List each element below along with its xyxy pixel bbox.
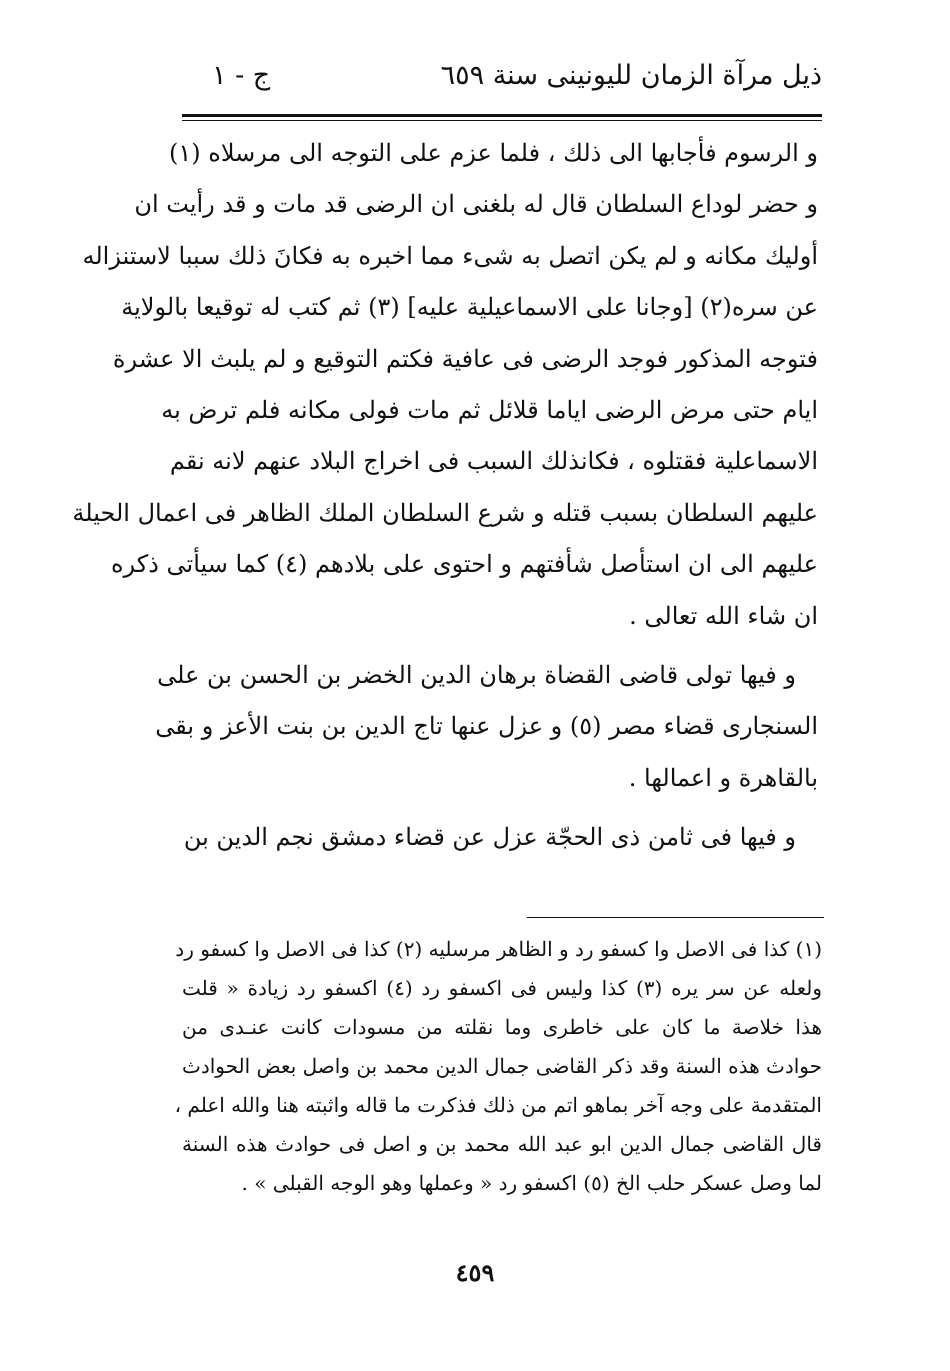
text-line: و فيها فى ثامن ذى الحجّة عزل عن قضاء دمشق نجم الدين بن <box>183 823 796 852</box>
footnote-line: قال القاضى جمال الدين ابو عبد الله محمد بن و اصل فى حوادث هذه السنة <box>182 1132 822 1156</box>
footnote-line: المتقدمة على وجه آخر بماهو اتم من ذلك فذكرت ما قاله واثبته هنا والله اعلم ، <box>174 1093 822 1117</box>
text-line: عن سره(٢) [وجانا على الاسماعيلية عليه] (٣) ثم كتب له توقيعا بالولاية <box>121 293 818 322</box>
header-rule-thin <box>182 120 822 121</box>
text-line: عليهم السلطان بسبب قتله و شرع السلطان الملك الظاهر فى اعمال الحيلة <box>72 498 818 527</box>
volume-reference: ج - ١ <box>212 60 271 91</box>
text-line: ان شاء الله تعالى . <box>629 601 818 630</box>
header-rule-thick <box>182 114 822 117</box>
text-line: ايام حتى مرض الرضى اياما قلائل ثم مات فولى مكانه فلم ترض به <box>161 395 818 424</box>
text-line: أوليك مكانه و لم يكن اتصل به شىء مما اخبره به فكانَ ذلك سببا لاستنزاله <box>82 241 818 270</box>
text-line: و فيها تولى قاضى القضاة برهان الدين الخضر بن الحسن بن على <box>157 660 796 689</box>
footnote-line: ولعله عن سر يره (٣) كذا وليس فى اكسفو رد (٤) اكسفو رد زيادة « قلت <box>182 976 822 1000</box>
footnote-line: هذا خلاصة ما كان على خاطرى وما نقلته من مسودات كانت عنـدى من <box>182 1015 822 1039</box>
running-title: ذيل مرآة الزمان لليونينى سنة ٦٥٩ <box>440 60 822 91</box>
page-header <box>182 58 822 106</box>
footnote-line: (١) كذا فى الاصل وا كسفو رد و الظاهر مرسليه (٢) كذا فى الاصل وا كسفو رد <box>175 937 822 961</box>
footnote-separator <box>527 917 824 918</box>
text-line: و الرسوم فأجابها الى ذلك ، فلما عزم على التوجه الى مرسلاه (١) <box>168 139 818 167</box>
text-line: السنجارى قضاء مصر (٥) و عزل عنها تاج الدين بن بنت الأعز و بقى <box>155 712 818 741</box>
page-number: ٤٥٩ <box>455 1258 495 1287</box>
footnote-line: لما وصل عسكر حلب الخ (٥) اكسفو رد « وعملها وهو الوجه القبلى » . <box>241 1171 822 1195</box>
text-line: و حضر لوداع السلطان قال له بلغنى ان الرضى قد مات و قد رأيت ان <box>134 190 818 219</box>
paragraph-gap <box>190 804 818 812</box>
footnotes <box>174 930 822 1203</box>
footnote-line: حوادث هذه السنة وقد ذكر القاضى جمال الدين محمد بن واصل بعض الحوادث <box>182 1054 822 1078</box>
paragraph-gap <box>190 642 818 650</box>
text-line: الاسماعلية فقتلوه ، فكانذلك السبب فى اخراج البلاد عنهم لانه نقم <box>169 447 818 476</box>
text-line: فتوجه المذكور فوجد الرضى فى عافية فكتم التوقيع و لم يلبث الا عشرة <box>112 344 818 373</box>
text-line: عليهم الى ان استأصل شأفتهم و احتوى على بلادهم (٤) كما سيأتى ذكره <box>110 550 818 579</box>
main-text <box>72 128 818 863</box>
text-line: بالقاهرة و اعمالها . <box>628 763 818 792</box>
